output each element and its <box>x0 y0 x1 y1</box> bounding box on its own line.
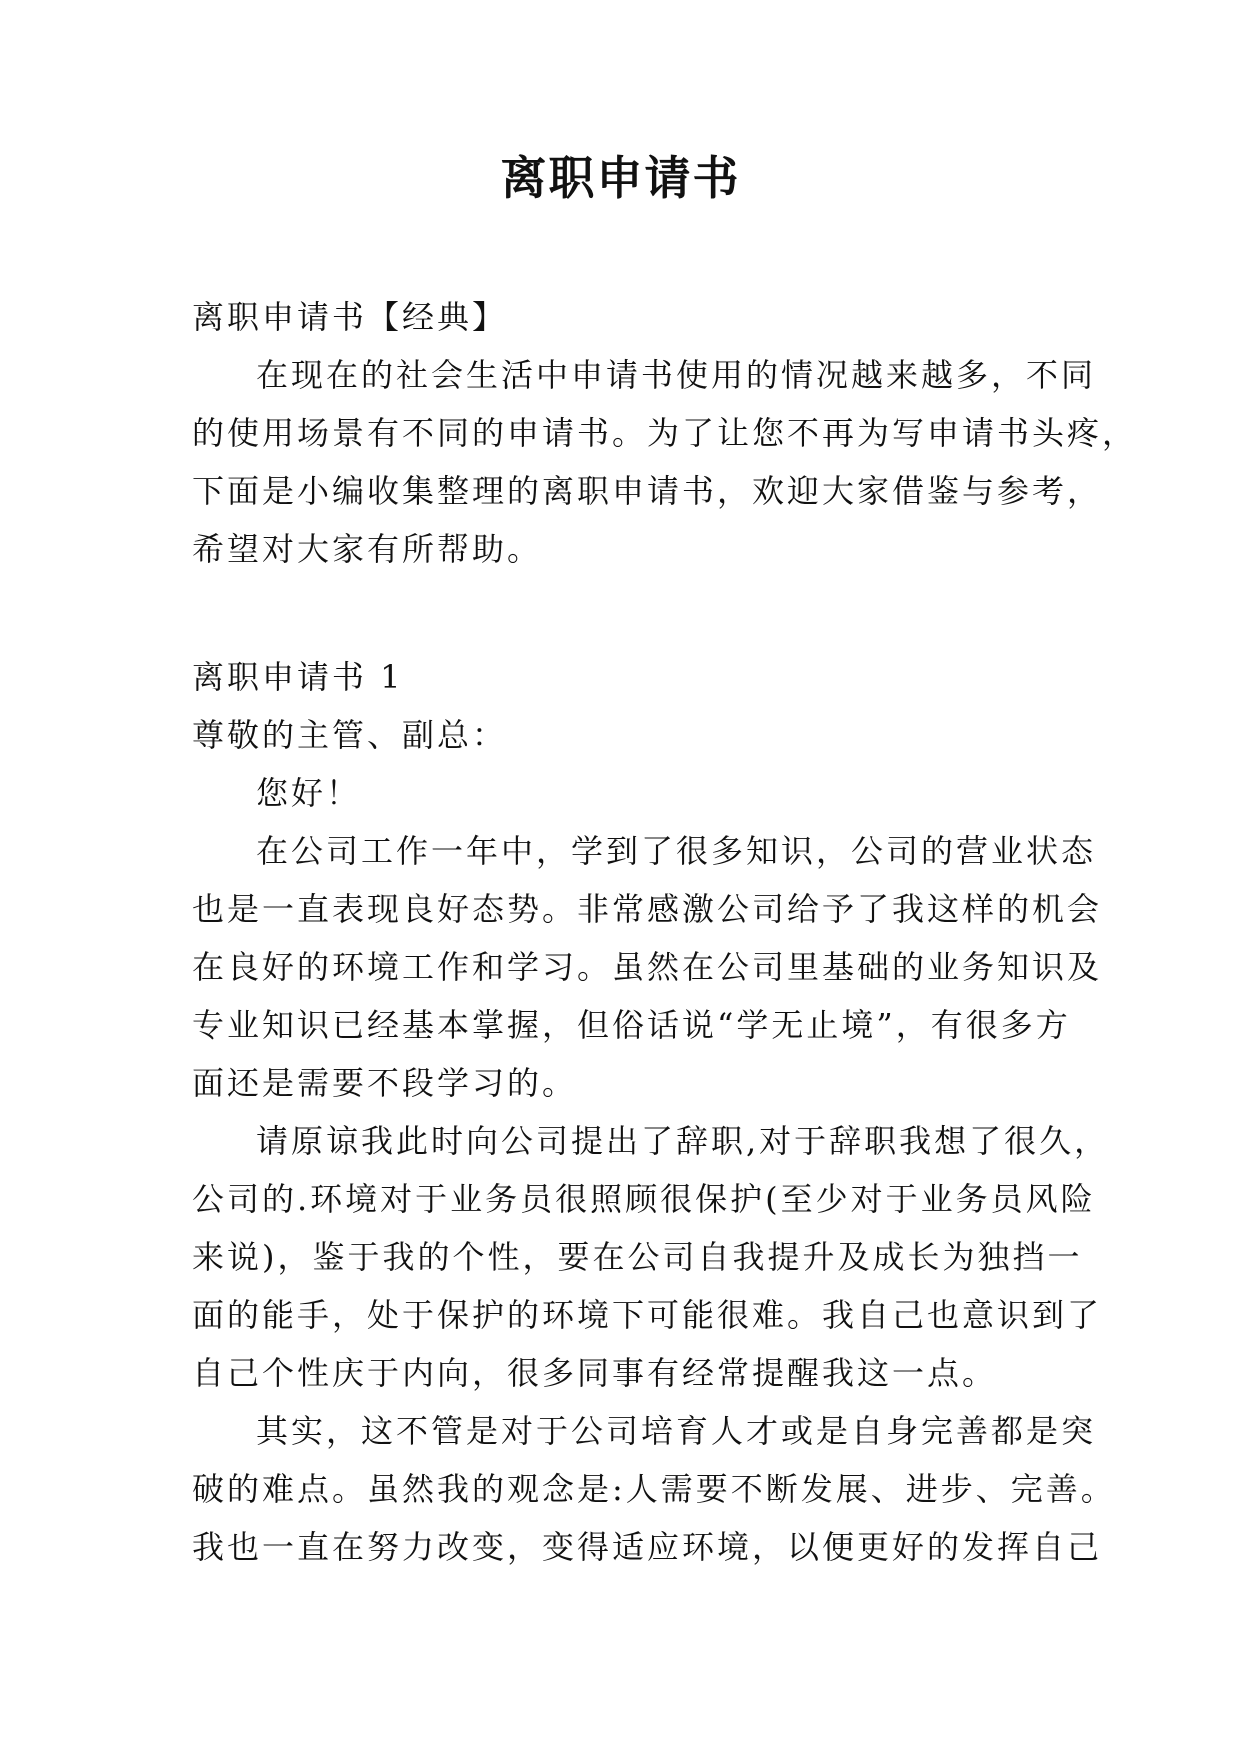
text-line: 下面是小编收集整理的离职申请书，欢迎大家借鉴与参考， <box>192 472 1103 510</box>
text-line: 破的难点。虽然我的观念是:人需要不断发展、进步、完善。 <box>192 1470 1116 1508</box>
text-line: 其实，这不管是对于公司培育人才或是自身完善都是突 <box>256 1412 1097 1450</box>
text-line: 我也一直在努力改变，变得适应环境，以便更好的发挥自己 <box>192 1528 1103 1566</box>
text-line: 也是一直表现良好态势。非常感激公司给予了我这样的机会 <box>192 890 1103 928</box>
text-line: 请原谅我此时向公司提出了辞职,对于辞职我想了很久， <box>256 1122 1110 1160</box>
document-title: 离职申请书 <box>500 151 741 205</box>
text-line: 专业知识已经基本掌握，但俗话说“学无止境”，有很多方 <box>192 1006 1071 1044</box>
text-line: 自己个性庆于内向，很多同事有经常提醒我这一点。 <box>192 1354 998 1392</box>
text-line: 在良好的环境工作和学习。虽然在公司里基础的业务知识及 <box>192 948 1103 986</box>
body-paragraph-2 <box>192 1112 1110 1402</box>
text-line: 的使用场景有不同的申请书。为了让您不再为写申请书头疼， <box>192 414 1138 452</box>
text-line: 来说)，鉴于我的个性，要在公司自我提升及成长为独挡一 <box>192 1238 1083 1276</box>
section-heading: 离职申请书 1 <box>192 658 404 696</box>
body-paragraph-3 <box>192 1402 1116 1576</box>
text-line: 公司的.环境对于业务员很照顾很保护(至少对于业务员风险 <box>192 1180 1096 1218</box>
body-paragraph-1 <box>192 822 1103 1112</box>
section-spacer <box>192 578 1054 648</box>
greeting: 您好！ <box>256 774 362 812</box>
intro-paragraph <box>192 346 1138 578</box>
text-line: 面还是需要不段学习的。 <box>192 1064 578 1102</box>
text-line: 在现在的社会生活中申请书使用的情况越来越多，不同 <box>256 356 1097 394</box>
document-body <box>192 288 1138 1576</box>
text-line: 面的能手，处于保护的环境下可能很难。我自己也意识到了 <box>192 1296 1103 1334</box>
salutation: 尊敬的主管、副总： <box>192 716 508 754</box>
text-line: 希望对大家有所帮助。 <box>192 530 543 568</box>
text-line: 在公司工作一年中，学到了很多知识，公司的营业状态 <box>256 832 1097 870</box>
document-subtitle: 离职申请书【经典】 <box>192 298 508 336</box>
